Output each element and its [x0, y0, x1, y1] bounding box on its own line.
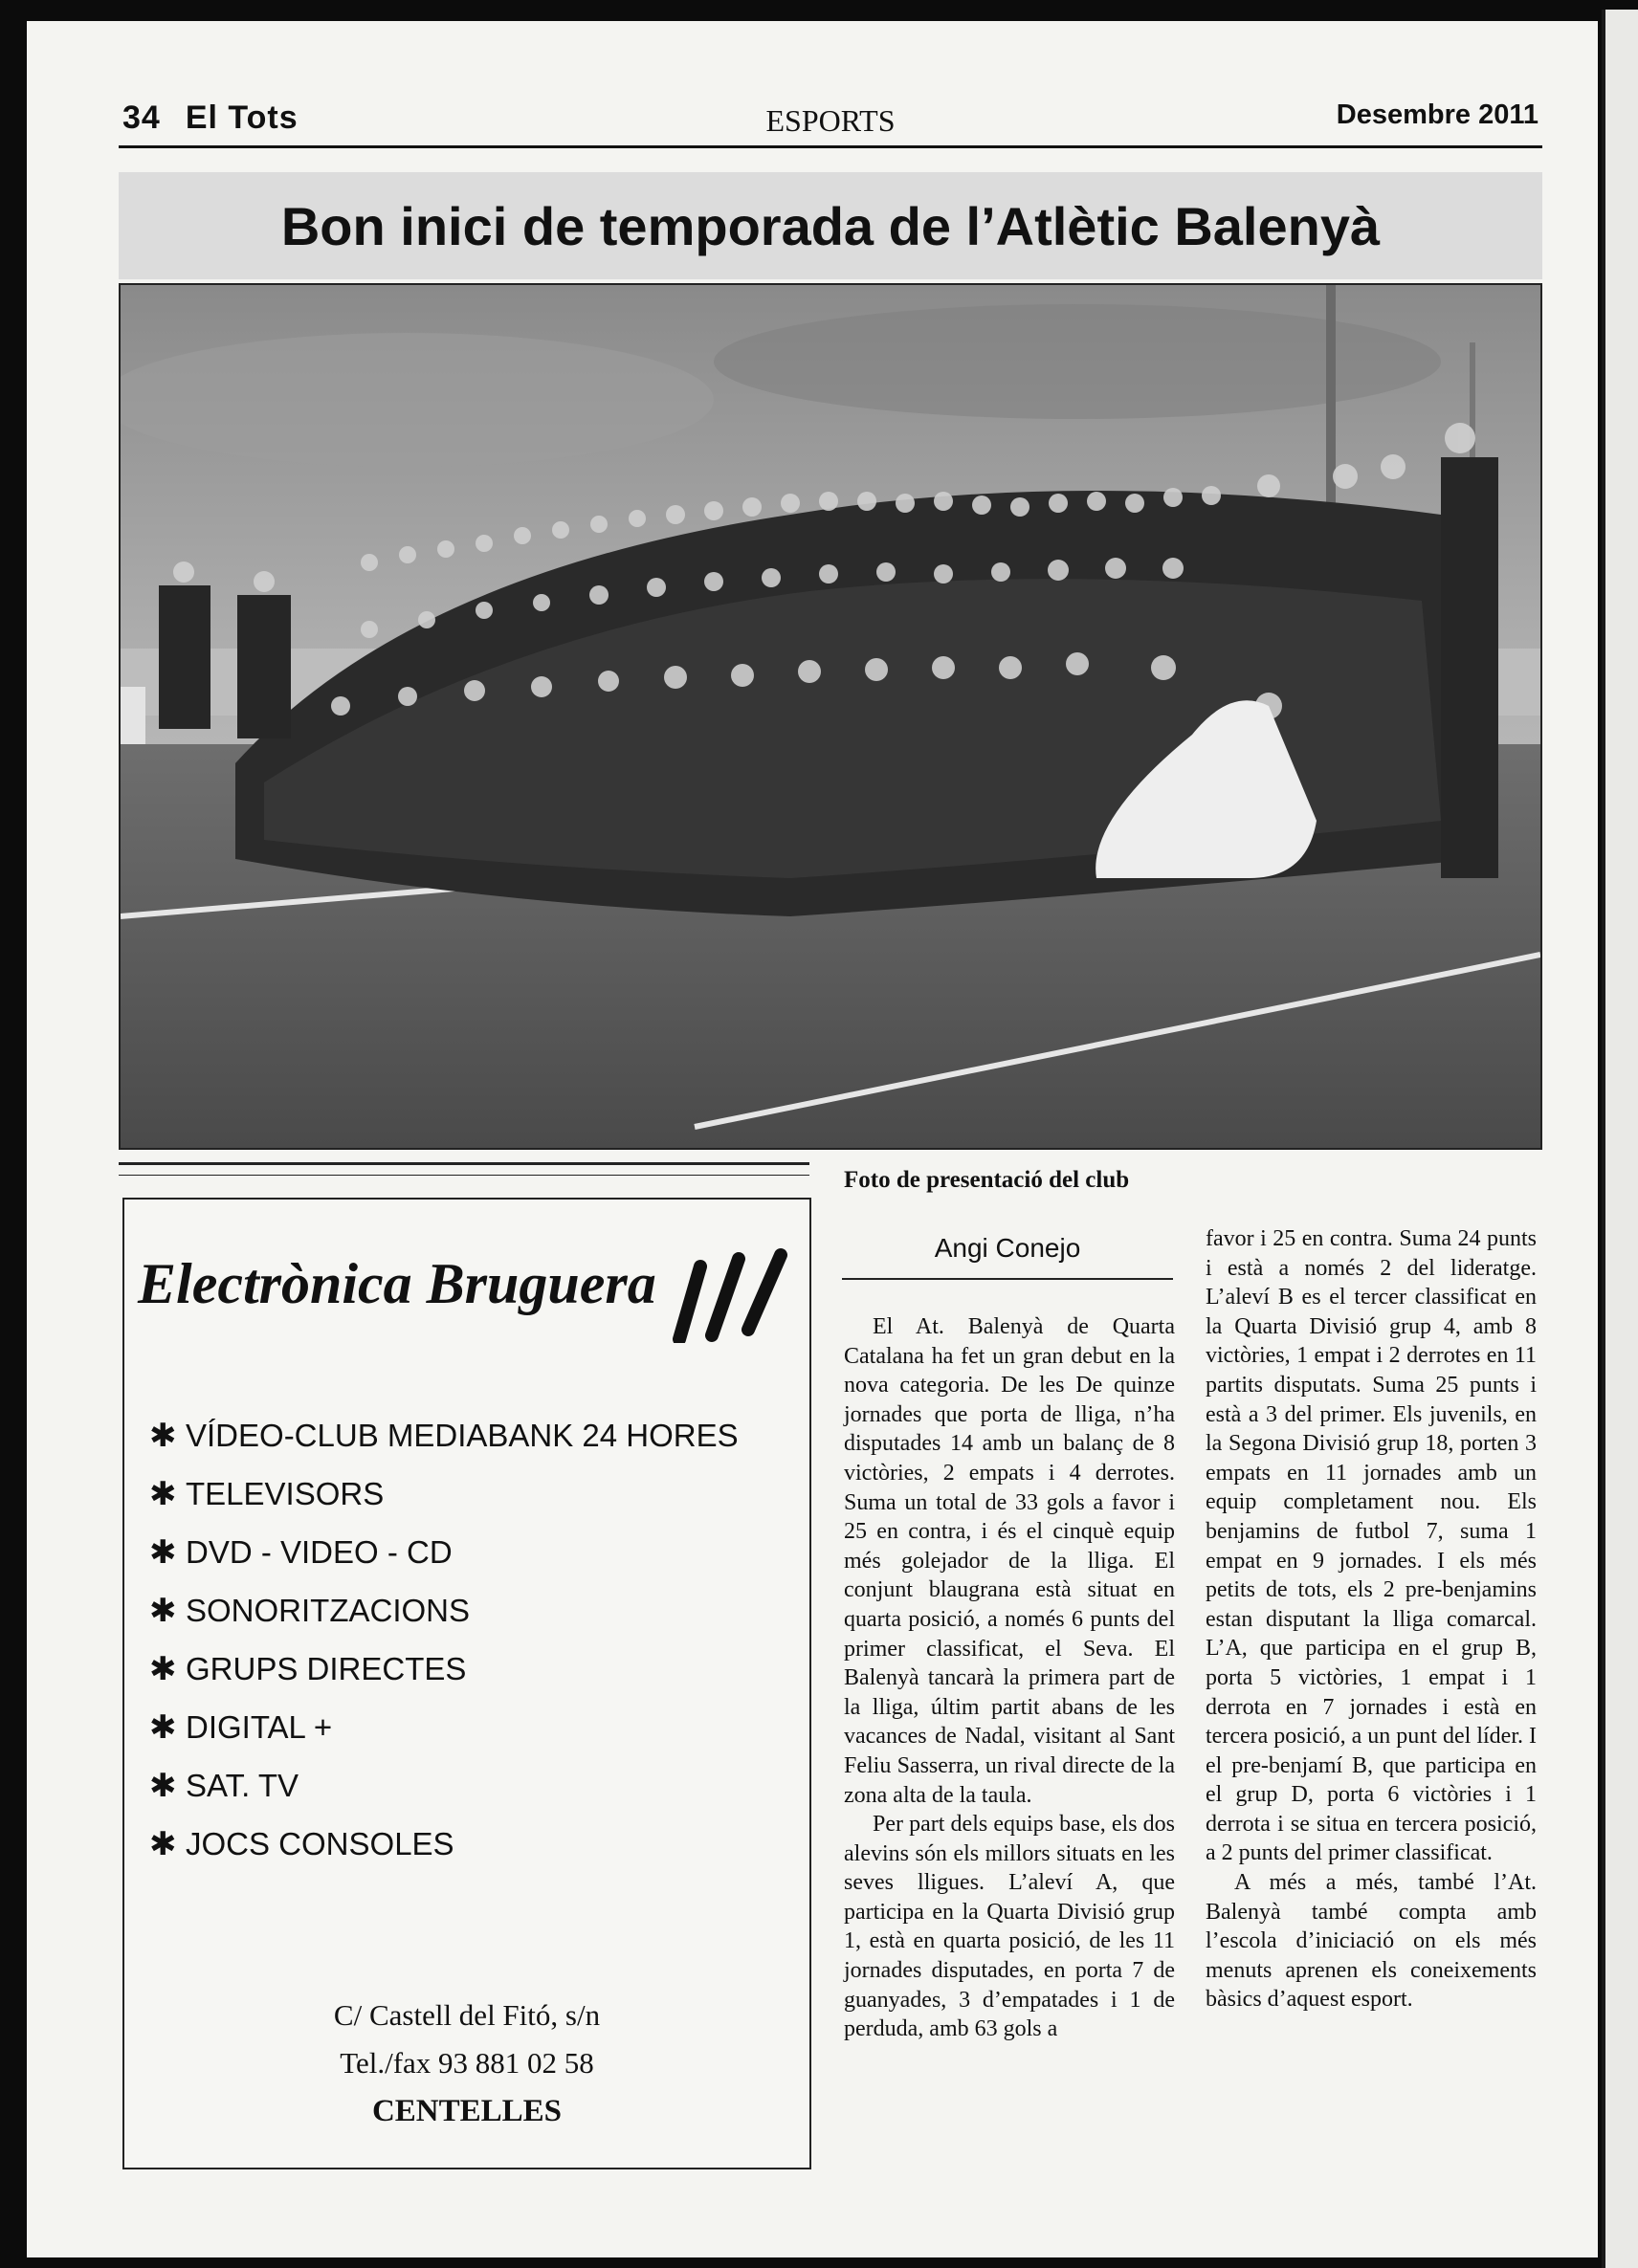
brand-stripes-icon	[668, 1238, 802, 1343]
ad-service-item: ✱ SAT. TV	[149, 1756, 739, 1815]
ad-top-rule	[119, 1162, 809, 1176]
article-column-1	[844, 1312, 1175, 2044]
ad-service-item: ✱ TELEVISORS	[149, 1464, 739, 1523]
ad-service-item: ✱ DIGITAL +	[149, 1698, 739, 1756]
ad-service-item: ✱ SONORITZACIONS	[149, 1581, 739, 1640]
ad-service-list	[149, 1406, 739, 1873]
ad-service-item: ✱ GRUPS DIRECTES	[149, 1640, 739, 1698]
article-paragraph: favor i 25 en contra. Suma 24 punts i està a només 2 del lideratge. L’aleví B es el tercer classificat en la Quarta Divisió grup 4, amb 8 victòries, 1 empat i 2 derrotes en 11 partits disputats. Suma 25 punts i està a 3 del primer. Els juvenils, en la Segona Divisió grup 18, porten 3 empats en 11 jornades amb un equip completament nou. Els benjamins de futbol 7, suma 1 empat en 9 jornades. I els més petits de tots, els 2 pre-benjamins estan disputant la lliga comarcal. L’A, que participa en el grup B, porta 5 victòries, 1 empat i 1 derrota en 7 jornades i està en tercera posició, a un punt del líder. I el pre-benjamí B, que participa en el grup D, porta 6 victòries i 1 derrota i se situa en tercera posició, a 2 punts del primer classificat.	[1206, 1226, 1537, 1866]
ad-brand-name: Electrònica Bruguera	[138, 1252, 656, 1315]
article-author: Angi Conejo	[842, 1219, 1173, 1280]
team-photo-graphic	[121, 285, 1540, 1148]
star-bullet-icon: ✱	[149, 1826, 177, 1862]
ad-phone: Tel./fax 93 881 02 58	[340, 2046, 594, 2080]
issue-date: Desembre 2011	[1336, 99, 1538, 130]
star-bullet-icon: ✱	[149, 1709, 177, 1746]
star-bullet-icon: ✱	[149, 1593, 177, 1629]
page-header	[119, 96, 1542, 148]
photo-caption: Foto de presentació del club	[844, 1167, 1130, 1193]
advertisement	[122, 1198, 811, 2169]
next-page-edge	[1602, 10, 1638, 2268]
star-bullet-icon: ✱	[149, 1418, 177, 1454]
title-band	[119, 172, 1542, 279]
article-paragraph: Per part dels equips base, els dos alevins són els millors situats en les seves lligues. L’aleví A, que participa en la Quarta Divisió grup 1, està en quarta posició, de les 11 jornades disputades, en porta 7 de guanyades, 3 d’empatades i 1 de perduda, amb 63 gols a	[844, 1812, 1175, 2042]
article-column-2	[1206, 1224, 1537, 2015]
page-number: 34	[122, 99, 161, 136]
star-bullet-icon: ✱	[149, 1534, 177, 1571]
section-name: ESPORTS	[765, 103, 896, 138]
team-photo	[119, 283, 1542, 1150]
article-title: Bon inici de temporada de l’Atlètic Balenyà	[280, 196, 1381, 256]
ad-address: C/ Castell del Fitó, s/n	[333, 1998, 601, 2032]
star-bullet-icon: ✱	[149, 1651, 177, 1687]
ad-contact	[124, 1992, 809, 2135]
publication-name: El Tots	[185, 99, 299, 136]
article-paragraph: A més a més, també l’At. Balenyà també compta amb l’escola d’iniciació on els més menuts aprenen els coneixements bàsics d’aquest esport.	[1206, 1870, 1537, 2013]
star-bullet-icon: ✱	[149, 1768, 177, 1804]
ad-service-item: ✱ VÍDEO-CLUB MEDIABANK 24 HORES	[149, 1406, 739, 1464]
ad-service-item: ✱ JOCS CONSOLES	[149, 1815, 739, 1873]
ad-service-item: ✱ DVD - VIDEO - CD	[149, 1523, 739, 1581]
star-bullet-icon: ✱	[149, 1476, 177, 1512]
article-paragraph: El At. Balenyà de Quarta Catalana ha fet un gran debut en la nova categoria. De les De quinze jornades que porta de lliga, n’ha disputades 14 amb un balanç de 8 victòries, 2 empats i 4 derrotes. Suma un total de 33 gols a favor i 25 en contra, i és el cinquè equip més golejador de la lliga. El conjunt blaugrana està situat en quarta posició, a només 6 punts del primer classificat, el Seva. El Balenyà tancarà la primera part de la lliga, últim partit abans de les vacances de Nadal, visitant al Sant Feliu Sasserra, un rival directe de la zona alta de la taula.	[844, 1314, 1175, 1808]
ad-city: CENTELLES	[371, 2094, 563, 2128]
